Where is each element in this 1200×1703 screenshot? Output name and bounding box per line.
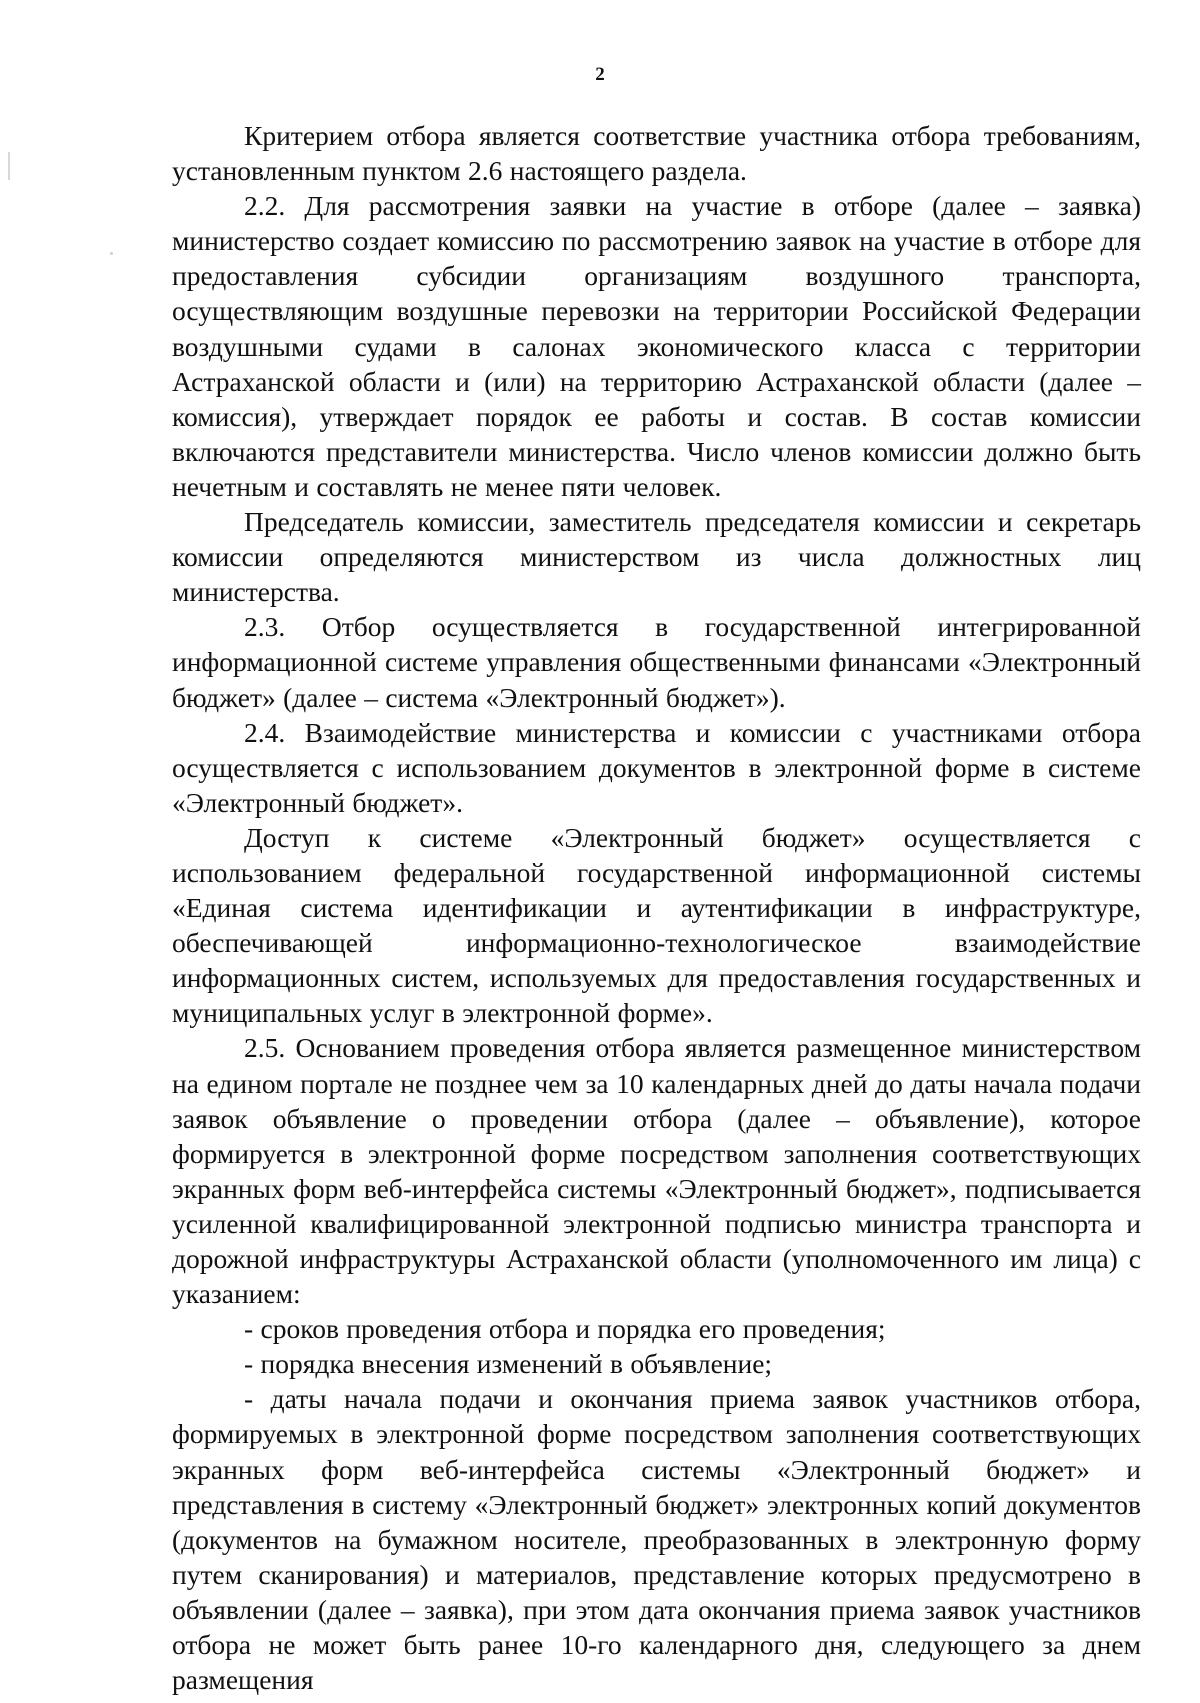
scan-artifact-dot [110, 252, 113, 255]
page-number: 2 [595, 64, 605, 85]
scan-artifact [8, 152, 10, 180]
paragraph-2-5-announcement: 2.5. Основанием проведения отбора является размещенное министерством на едином портале не позднее чем за 10 календарных дней до даты начала подачи заявок объявление о проведении отбора (далее – объявление), которое формируется в электронной форме посредством заполнения соответствующих экранных форм веб-интерфейса системы «Электронный бюджет», подписывается усиленной квалифицированной электронной подписью министра транспорта и дорожной инфраструктуры Астраханской области (уполномоченного им лица) с указанием: [172, 1032, 1141, 1310]
list-item-changes: - порядка внесения изменений в объявление; [244, 1348, 773, 1380]
paragraph-2-3-electronic-budget: 2.3. Отбор осуществляется в государственной интегрированной информационной системе управления общественными финансами «Электронный бюджет» (далее – система «Электронный бюджет»). [172, 611, 1141, 713]
paragraph-2-4-interaction: 2.4. Взаимодействие министерства и комиссии с участниками отбора осуществляется с использованием документов в электронной форме в системе «Электронный бюджет». [172, 716, 1141, 818]
list-item-application-dates: - даты начала подачи и окончания приема заявок участников отбора, формируемых в электронной форме посредством заполнения соответствующих экранных форм веб-интерфейса системы «Электронный бюджет» и представления в систему «Электронный бюджет» электронных копий документов (документов на бумажном носителе, преобразованных в электронную форму путем сканирования) и материалов, представление которых предусмотрено в объявлении (далее – заявка), при этом дата окончания приема заявок участников отбора не может быть ранее 10-го календарного дня, следующего за днем размещения [172, 1383, 1141, 1696]
paragraph-access-esia: Доступ к системе «Электронный бюджет» осуществляется с использованием федеральной государственной информационной системы «Единая система идентификации и аутентификации в инфраструктуре, обеспечивающей информационно-технологическое взаимодействие информационных систем, используемых для предоставления государственных и муниципальных услуг в электронной форме». [172, 821, 1141, 1029]
paragraph-2-2-commission: 2.2. Для рассмотрения заявки на участие в отборе (далее – заявка) министерство создает комиссию по рассмотрению заявок на участие в отборе для предоставления субсидии организациям воздушного транспорта, осуществляющим воздушные перевозки на территории Российской Федерации воздушными судами в салонах экономического класса с территории Астраханской области и (или) на территорию Астраханской области (далее – комиссия), утверждает порядок ее работы и состав. В состав комиссии включаются представители министерства. Число членов комиссии должно быть нечетным и составлять не менее пяти человек. [172, 190, 1141, 502]
document-body [172, 118, 1141, 1697]
paragraph-commission-officers: Председатель комиссии, заместитель председателя комиссии и секретарь комиссии определяются министерством из числа должностных лиц министерства. [172, 506, 1141, 608]
list-item-deadlines: - сроков проведения отбора и порядка его проведения; [244, 1313, 886, 1345]
paragraph-selection-criterion: Критерием отбора является соответствие участника отбора требованиям, установленным пунктом 2.6 настоящего раздела. [172, 120, 1141, 187]
